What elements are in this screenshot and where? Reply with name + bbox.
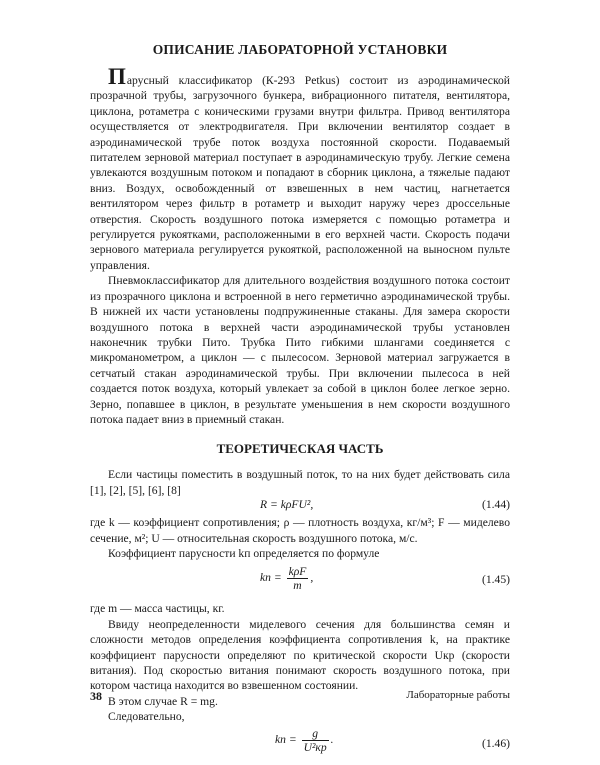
eq2-numerator: kρF (288, 565, 307, 579)
page-footer (90, 689, 510, 705)
eq1-rhs: kρFU², (280, 498, 314, 512)
eq2-lhs: kп (260, 571, 271, 585)
drop-cap: П (108, 64, 126, 89)
page-body (90, 42, 510, 765)
equation-1-46 (90, 725, 510, 765)
equation-1-44-expression: R = kρFU², (260, 498, 314, 512)
equation-1-44 (90, 498, 510, 515)
equation-number: (1.45) (481, 573, 510, 587)
footer-title: Лабораторные работы (406, 689, 510, 701)
eq2-tail: , (310, 571, 314, 585)
paragraph-pneumoclassifier: Пневмоклассификатор для длительного воздействия воздушного потока состоит из прозрачного циклона и встроенной в него герметично аэродинамической трубы. В нижней их части установлены подпружиненные стаканы. Для замера скорости воздушного потока в верхней части аэродинамической трубы установлен наконечник трубки Пито. Трубка Пито гибкими шлангами соединяется с микроманометром, а циклон — с пылесосом. Зерновой материал загружается в сетчатый стакан аэродинамической трубы. При включении пылесоса в ней создается поток воздуха, который увлекает за собой в циклон более легкое зерно. Зерно, попавшее в циклон, в результате уменьшения в нем скорости воздушного потока падает вниз в приемный стакан. (90, 274, 510, 426)
eq1-lhs: R (260, 498, 268, 512)
eq2-fraction (287, 565, 309, 592)
equation-number: (1.46) (481, 736, 510, 750)
paragraph-where-m: где m — масса частицы, кг. (90, 602, 225, 616)
paragraph-force-intro: Если частицы поместить в воздушный поток, то на них будет действовать сила [1], [2], [5], [6], [8] (90, 468, 510, 497)
section-heading-setup: ОПИСАНИЕ ЛАБОРАТОРНОЙ УСТАНОВКИ (152, 42, 448, 57)
eq3-numerator: g (302, 727, 329, 741)
equation-1-45-expression: kп = $\frac{\text{kρF}}{m}$ , (260, 565, 314, 593)
equation-number: (1.44) (481, 498, 510, 512)
paragraph-classifier (90, 64, 510, 273)
equation-1-45 (90, 561, 510, 601)
paragraph-classifier-text: арусный классификатор (К-293 Petkus) состоит из аэродинамической прозрачной трубы, загрузочного бункера, вибрационного питателя, вентилятора, циклона, ротаметра с коническими грузами внутри фильтра. Привод вентилятора осуществляется от электродвигателя. При включении вентилятор создает в аэродинамической трубе поток воздуха постоянной скорости. Подаваемый питателем зерновой материал поступает в аэродинамическую трубу. Легкие семена увлекаются воздушным потоком и попадают в сборник циклона, а тяжелые падают вниз. Воздух, освобожденный от взвешенных в нем частиц, нагнетается вентилятором через фильтр в ротаметр и выходит наружу через дроссельные отверстия. Скорость воздушного потока измеряется с помощью ротаметра и регулируется рукоятками, расположенными в его верхней части. Скорость подачи зернового материала регулируется рукояткой, расположенной на выносном пульте управления. (90, 74, 510, 272)
paragraph-therefore: Следовательно, (108, 710, 185, 724)
eq3-lhs: kп (275, 732, 286, 746)
paragraph-r-equals-mg: В этом случае R = mg. (108, 694, 218, 708)
page-number: 38 (90, 689, 102, 703)
paragraph-where-k: где k — коэффициент сопротивления; ρ — плотность воздуха, кг/м³; F — миделево сечение, м²; U — относительная скорость воздушного потока, м/с. (90, 516, 510, 545)
section-heading-theory: ТЕОРЕТИЧЕСКАЯ ЧАСТЬ (216, 441, 384, 457)
paragraph-windage-coef: Коэффициент парусности kп определяется по формуле (108, 546, 380, 560)
eq2-denominator: m (293, 579, 302, 593)
paragraph-critical-speed: Ввиду неопределенности миделевого сечения для большинства семян и сложности методов определения коэффициента сопротивления k, на практике коэффициент парусности определяют по критической скорости Uкр (скорости витания). Под скоростью витания понимают скорость воздушного потока, при котором частица находится во взвешенном состоянии. (90, 617, 510, 693)
eq3-denominator: U²кр (303, 740, 327, 754)
eq3-tail: . (330, 732, 334, 746)
equation-1-46-expression: kп = $\frac{g}{\text{U²кр}}$ . (275, 726, 334, 754)
